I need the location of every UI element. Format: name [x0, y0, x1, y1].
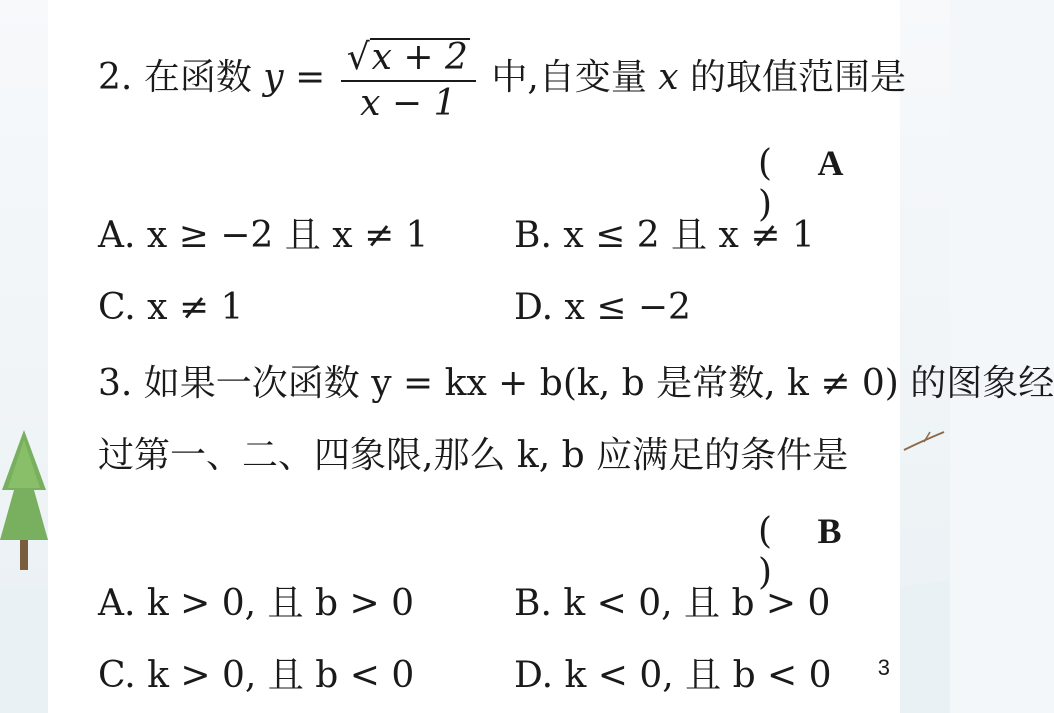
question-2-option-b: B. x ≤ 2 且 x ≠ 1 [514, 215, 815, 256]
question-2-suffix: 中,自变量 [491, 57, 647, 98]
fraction [341, 38, 476, 122]
question-2-stem [98, 38, 906, 122]
question-2-option-c: C. x ≠ 1 [98, 287, 244, 328]
page-number: 3 [877, 655, 890, 680]
question-3-option-c: C. k > 0, 且 b < 0 [98, 655, 415, 696]
question-3-stem-line-1: 3. 如果一次函数 y = kx + b(k, b 是常数, k ≠ 0) 的图象经 [98, 363, 1054, 404]
fraction-numerator: √x + 2 [341, 38, 476, 82]
question-3-option-a: A. k > 0, 且 b > 0 [98, 583, 414, 624]
function-y: y [263, 57, 284, 98]
answer-open-paren: ( [758, 143, 773, 184]
winter-tree-decoration [0, 430, 48, 580]
question-3-answer [758, 510, 900, 593]
answer-letter: A [817, 143, 844, 183]
question-2-answer [758, 142, 900, 225]
branch-decoration [900, 420, 948, 460]
question-2-option-a: A. x ≥ −2 且 x ≠ 1 [98, 215, 429, 256]
answer-close-paren: ) [758, 184, 773, 225]
equals-sign: = [295, 57, 326, 98]
sqrt-radicand: x + 2 [371, 37, 468, 78]
answer-letter: B [817, 511, 842, 551]
question-2-tail: 的取值范围是 [690, 57, 907, 98]
answer-close-paren: ) [758, 552, 773, 593]
question-2-option-d: D. x ≤ −2 [514, 287, 691, 328]
fraction-denominator: x − 1 [360, 83, 457, 124]
slide-content [48, 0, 1054, 713]
variable-x: x [658, 57, 679, 98]
question-2-prefix: 在函数 [143, 57, 252, 98]
question-3-option-b: B. k < 0, 且 b > 0 [514, 583, 831, 624]
question-3-stem-line-2: 过第一、二、四象限,那么 k, b 应满足的条件是 [98, 435, 849, 476]
answer-open-paren: ( [758, 511, 773, 552]
question-2-number: 2. [98, 57, 133, 98]
question-3-option-d: D. k < 0, 且 b < 0 [514, 655, 832, 696]
